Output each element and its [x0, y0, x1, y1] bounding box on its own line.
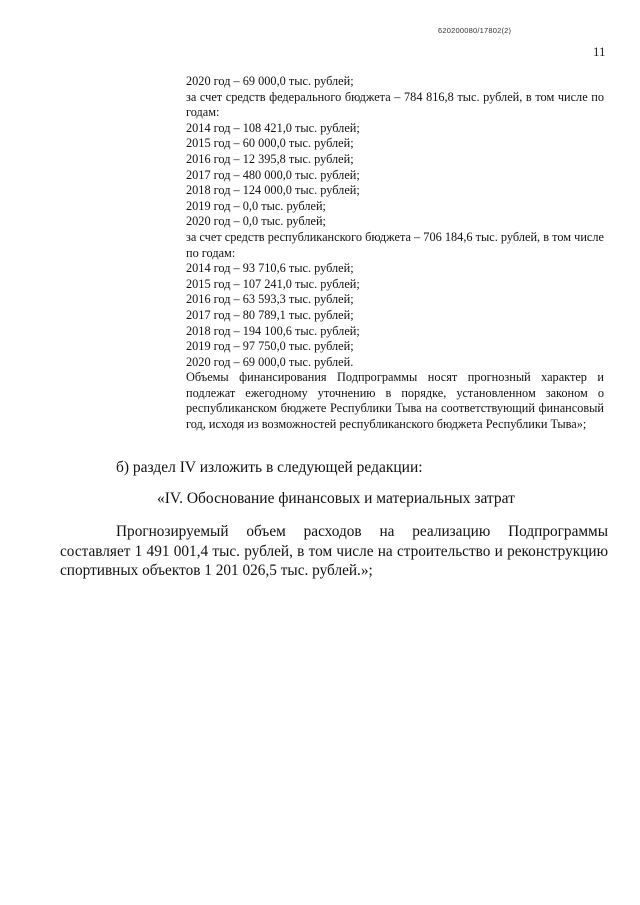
- funding-note: Объемы финансирования Подпрограммы носят прогнозный характер и подлежат ежегодному уточнению в порядке, установленном законом о республиканском бюджете Республики Тыва на соответствующий финансовый год, исходя из возможностей республиканского бюджета Республики Тыва»;: [186, 370, 604, 432]
- federal-year-line: 2020 год – 0,0 тыс. рублей;: [186, 214, 326, 229]
- republic-year-line: 2015 год – 107 241,0 тыс. рублей;: [186, 276, 360, 291]
- republic-budget-intro: за счет средств республиканского бюджета – 706 184,6 тыс. рублей, в том числе по годам:: [186, 229, 604, 260]
- republic-year-line: 2016 год – 63 593,3 тыс. рублей;: [186, 292, 354, 307]
- republic-year-line: 2019 год – 97 750,0 тыс. рублей;: [186, 339, 354, 354]
- federal-year-line: 2014 год – 108 421,0 тыс. рублей;: [186, 120, 360, 135]
- body-paragraph: Прогнозируемый объем расходов на реализацию Подпрограммы составляет 1 491 001,4 тыс. рублей, в том числе на строительство и реконструкцию спортивных объектов 1 201 026,5 тыс. рублей.»;: [60, 523, 608, 579]
- republic-year-line: 2017 год – 80 789,1 тыс. рублей;: [186, 307, 354, 322]
- federal-budget-intro: за счет средств федерального бюджета – 784 816,8 тыс. рублей, в том числе по годам:: [186, 89, 604, 120]
- funding-cell: [186, 74, 604, 433]
- funding-line-2020-total: 2020 год – 69 000,0 тыс. рублей;: [186, 74, 354, 88]
- page-number: 11: [593, 44, 606, 59]
- republic-year-line: 2014 год – 93 710,6 тыс. рублей;: [186, 261, 354, 276]
- federal-year-line: 2017 год – 480 000,0 тыс. рублей;: [186, 167, 360, 182]
- republic-year-line: 2018 год – 194 100,6 тыс. рублей;: [186, 323, 360, 338]
- document-code: 620200080/17802(2): [438, 26, 512, 35]
- section-heading: «IV. Обоснование финансовых и материальных затрат: [157, 490, 515, 507]
- section-b-instruction: б) раздел IV изложить в следующей редакции:: [116, 459, 423, 476]
- federal-year-line: 2019 год – 0,0 тыс. рублей;: [186, 198, 326, 213]
- federal-year-line: 2016 год – 12 395,8 тыс. рублей;: [186, 151, 354, 166]
- federal-year-line: 2018 год – 124 000,0 тыс. рублей;: [186, 183, 360, 198]
- republic-year-line: 2020 год – 69 000,0 тыс. рублей.: [186, 354, 354, 369]
- federal-year-line: 2015 год – 60 000,0 тыс. рублей;: [186, 136, 354, 151]
